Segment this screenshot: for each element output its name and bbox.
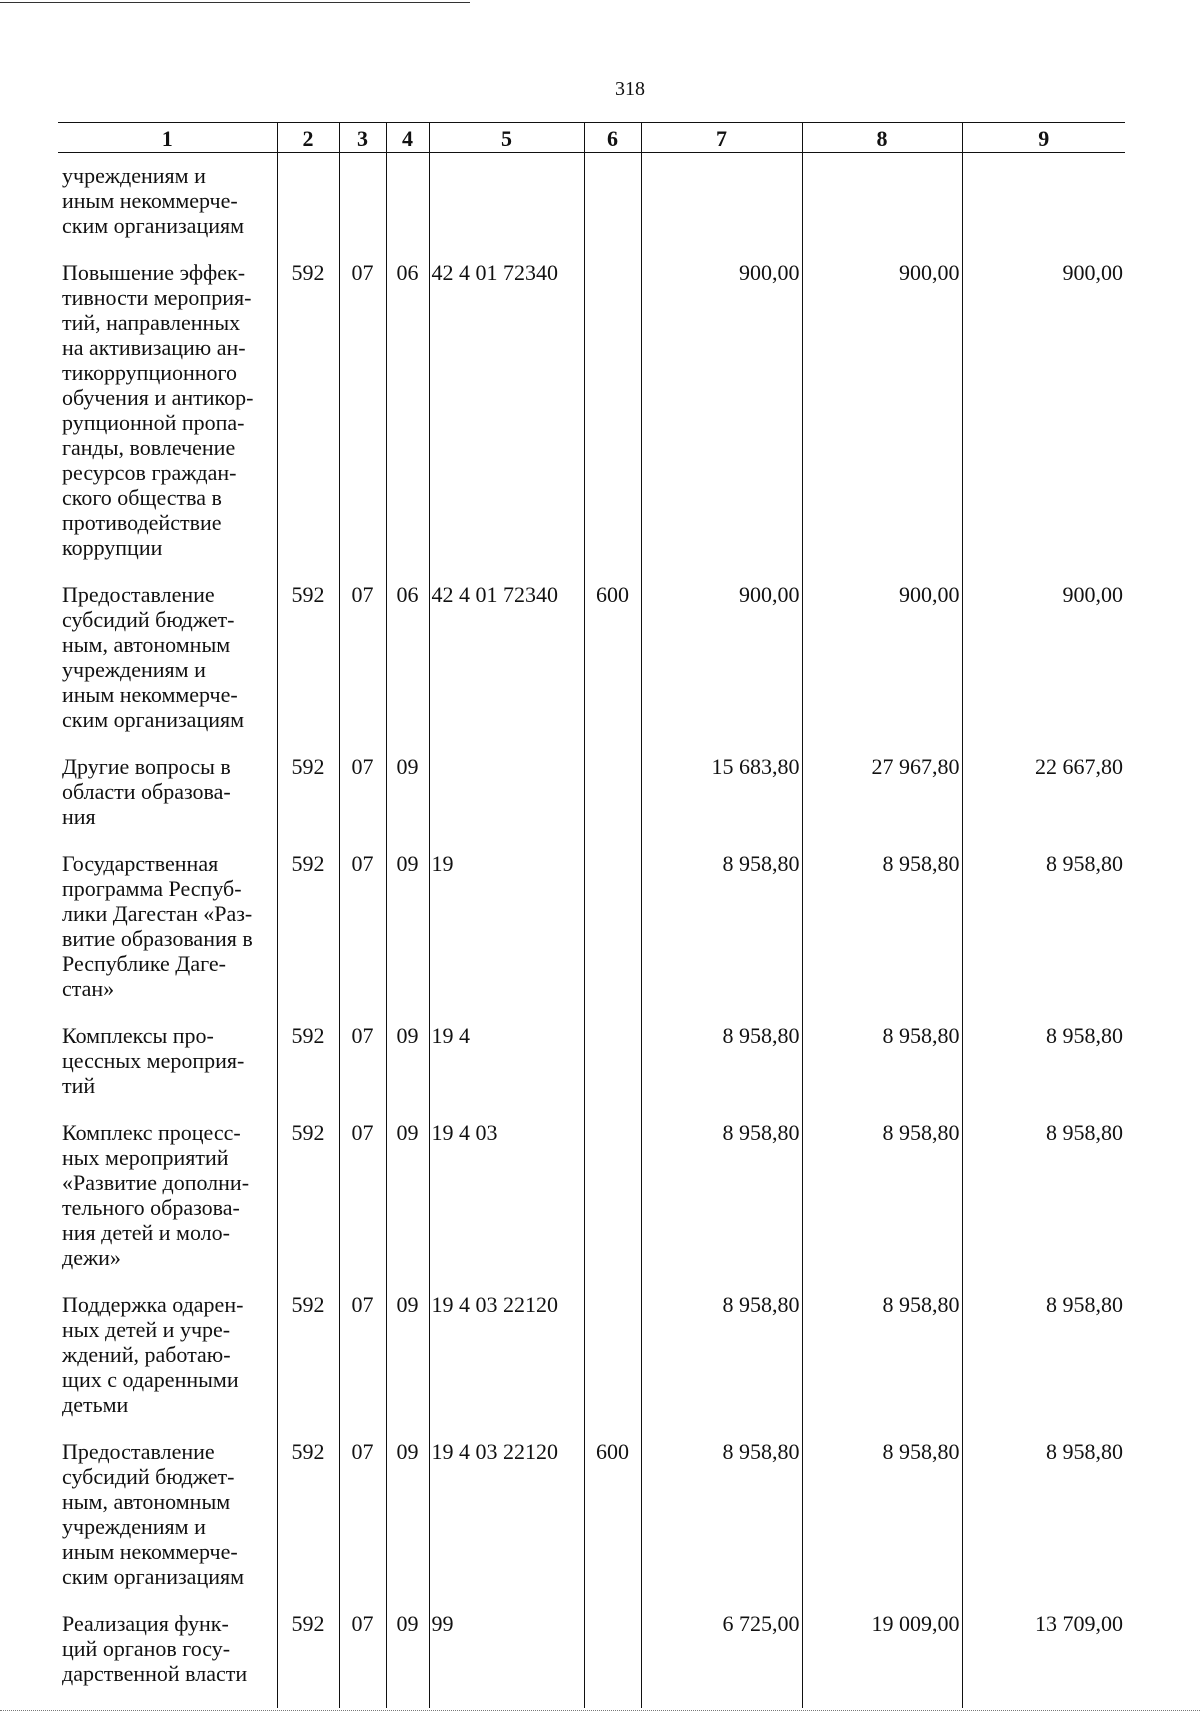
amount-col7: 900,00 [641, 582, 802, 754]
column-header: 3 [339, 123, 386, 153]
amount-col8: 27 967,80 [802, 754, 962, 851]
section-code: 07 [339, 851, 386, 1023]
ministry-code: 592 [277, 1439, 339, 1611]
section-code [339, 153, 386, 261]
target-article-code: 19 4 03 22120 [429, 1439, 584, 1611]
ministry-code: 592 [277, 754, 339, 851]
subsection-code: 09 [386, 1611, 429, 1708]
amount-col9: 900,00 [962, 582, 1125, 754]
item-description: Реализация функ- ций органов госу- дарственной власти [62, 1611, 248, 1686]
amount-col7: 8 958,80 [641, 1023, 802, 1120]
amount-col9: 8 958,80 [962, 1439, 1125, 1611]
expense-type-code [584, 851, 641, 1023]
amount-col9: 900,00 [962, 260, 1125, 582]
column-header: 5 [429, 123, 584, 153]
item-description: Другие вопросы в области образова- ния [62, 754, 231, 829]
table-row [58, 1120, 1125, 1292]
table-row [58, 1611, 1125, 1708]
amount-col8: 8 958,80 [802, 1120, 962, 1292]
section-code: 07 [339, 260, 386, 582]
expense-type-code [584, 1023, 641, 1120]
amount-col7: 6 725,00 [641, 1611, 802, 1708]
expense-type-code [584, 260, 641, 582]
target-article-code: 42 4 01 72340 [429, 582, 584, 754]
item-description: Государственная программа Респуб- лики Дагестан «Раз- витие образования в Республике Даге- стан» [62, 851, 253, 1001]
ministry-code: 592 [277, 851, 339, 1023]
table-row [58, 1292, 1125, 1439]
table-row [58, 260, 1125, 582]
amount-col7: 8 958,80 [641, 851, 802, 1023]
subsection-code: 09 [386, 1023, 429, 1120]
target-article-code: 19 4 03 [429, 1120, 584, 1292]
section-code: 07 [339, 1292, 386, 1439]
table-body [58, 153, 1125, 1709]
amount-col8: 8 958,80 [802, 851, 962, 1023]
subsection-code: 09 [386, 1439, 429, 1611]
amount-col8: 8 958,80 [802, 1023, 962, 1120]
table-header-row [58, 123, 1125, 153]
expense-type-code [584, 1611, 641, 1708]
ministry-code: 592 [277, 1120, 339, 1292]
column-header: 4 [386, 123, 429, 153]
section-code: 07 [339, 582, 386, 754]
subsection-code: 09 [386, 1120, 429, 1292]
column-header: 8 [802, 123, 962, 153]
subsection-code: 09 [386, 754, 429, 851]
amount-col8: 900,00 [802, 582, 962, 754]
table-row [58, 1023, 1125, 1120]
ministry-code: 592 [277, 260, 339, 582]
amount-col8: 8 958,80 [802, 1439, 962, 1611]
target-article-code: 99 [429, 1611, 584, 1708]
subsection-code: 09 [386, 1292, 429, 1439]
amount-col7: 15 683,80 [641, 754, 802, 851]
amount-col9: 8 958,80 [962, 1292, 1125, 1439]
amount-col7: 8 958,80 [641, 1439, 802, 1611]
table-row [58, 1439, 1125, 1611]
amount-col8: 900,00 [802, 260, 962, 582]
target-article-code: 19 4 03 22120 [429, 1292, 584, 1439]
column-header: 9 [962, 123, 1125, 153]
subsection-code: 06 [386, 260, 429, 582]
ministry-code: 592 [277, 582, 339, 754]
ministry-code [277, 153, 339, 261]
amount-col9 [962, 153, 1125, 261]
section-code: 07 [339, 754, 386, 851]
bottom-rule [0, 1710, 1200, 1711]
budget-table [58, 122, 1125, 1708]
amount-col9: 8 958,80 [962, 1120, 1125, 1292]
item-description: Комплекс процесс- ных мероприятий «Развитие дополни- тельного образова- ния детей и моло- дежи» [62, 1120, 250, 1270]
expense-type-code [584, 153, 641, 261]
amount-col9: 8 958,80 [962, 851, 1125, 1023]
ministry-code: 592 [277, 1611, 339, 1708]
amount-col7: 8 958,80 [641, 1292, 802, 1439]
expense-type-code [584, 754, 641, 851]
target-article-code: 19 [429, 851, 584, 1023]
section-code: 07 [339, 1611, 386, 1708]
amount-col7 [641, 153, 802, 261]
subsection-code: 06 [386, 582, 429, 754]
section-code: 07 [339, 1023, 386, 1120]
item-description: учреждениям и иным некоммерче- ским организациям [62, 163, 245, 238]
amount-col7: 900,00 [641, 260, 802, 582]
top-rule [0, 2, 470, 3]
ministry-code: 592 [277, 1023, 339, 1120]
amount-col9: 8 958,80 [962, 1023, 1125, 1120]
item-description: Предоставление субсидий бюджет- ным, автономным учреждениям и иным некоммерче- ским организациям [62, 1439, 245, 1589]
item-description: Поддержка одарен- ных детей и учре- ждений, работаю- щих с одаренными детьми [62, 1292, 244, 1417]
item-description: Предоставление субсидий бюджет- ным, автономным учреждениям и иным некоммерче- ским организациям [62, 582, 245, 732]
column-header: 6 [584, 123, 641, 153]
item-description: Комплексы про- цессных мероприя- тий [62, 1023, 245, 1098]
table-row [58, 851, 1125, 1023]
amount-col9: 13 709,00 [962, 1611, 1125, 1708]
column-header: 7 [641, 123, 802, 153]
section-code: 07 [339, 1120, 386, 1292]
subsection-code: 09 [386, 851, 429, 1023]
subsection-code [386, 153, 429, 261]
column-header: 1 [58, 123, 277, 153]
expense-type-code: 600 [584, 582, 641, 754]
column-header: 2 [277, 123, 339, 153]
expense-type-code: 600 [584, 1439, 641, 1611]
amount-col8 [802, 153, 962, 261]
table-row [58, 153, 1125, 261]
item-description: Повышение эффек- тивности мероприя- тий, направленных на активизацию ан- тикоррупционного обучения и антикор- рупционной пропа- ганды, вовлечение ресурсов граждан- ского общества в противодействие коррупции [62, 260, 254, 560]
target-article-code [429, 754, 584, 851]
target-article-code [429, 153, 584, 261]
amount-col9: 22 667,80 [962, 754, 1125, 851]
target-article-code: 19 4 [429, 1023, 584, 1120]
expense-type-code [584, 1292, 641, 1439]
amount-col8: 8 958,80 [802, 1292, 962, 1439]
amount-col8: 19 009,00 [802, 1611, 962, 1708]
amount-col7: 8 958,80 [641, 1120, 802, 1292]
target-article-code: 42 4 01 72340 [429, 260, 584, 582]
ministry-code: 592 [277, 1292, 339, 1439]
expense-type-code [584, 1120, 641, 1292]
section-code: 07 [339, 1439, 386, 1611]
table-row [58, 754, 1125, 851]
table-row [58, 582, 1125, 754]
page-number: 318 [615, 78, 645, 100]
